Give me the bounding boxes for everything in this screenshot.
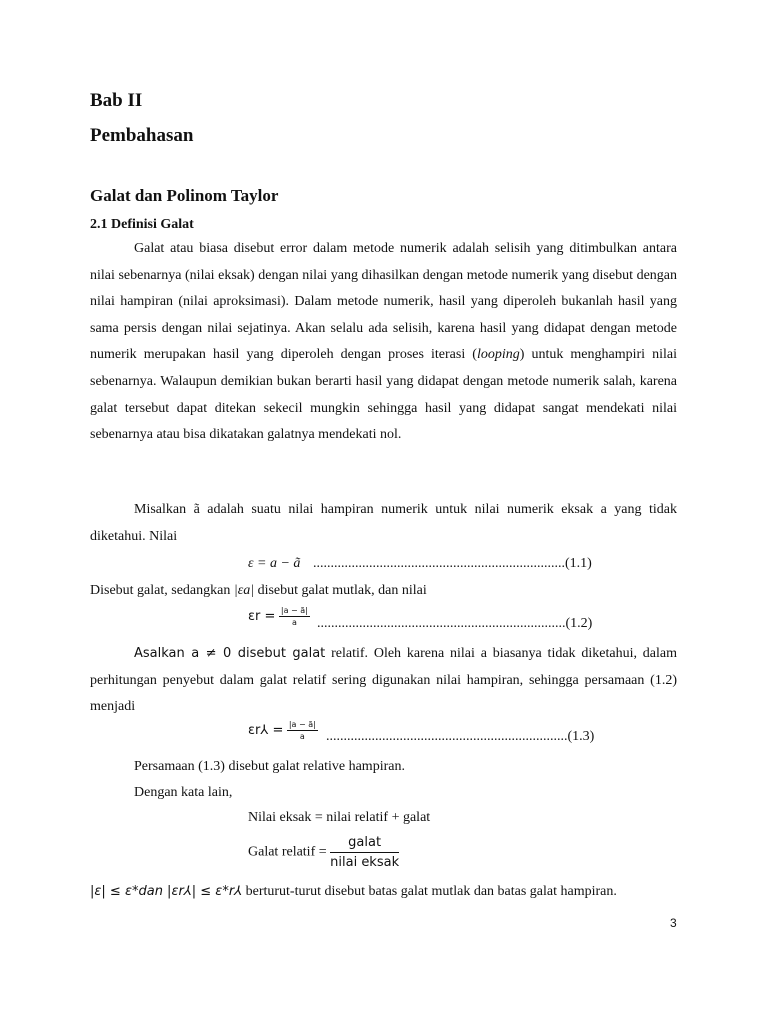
line-dengan-kata-lain: Dengan kata lain, xyxy=(134,785,233,800)
chapter-title: Pembahasan xyxy=(90,125,194,146)
eq2-number: (1.2) xyxy=(565,616,593,631)
eq1-dots: ........................................................................ xyxy=(313,556,565,571)
page-number: 3 xyxy=(670,916,677,930)
eq3-fraction xyxy=(287,720,318,741)
line-disebut-galat xyxy=(90,583,427,599)
line-nilai-eksak: Nilai eksak = nilai relatif + galat xyxy=(248,810,431,825)
eq3-number: (1.3) xyxy=(567,729,595,744)
eq2-fraction xyxy=(279,606,310,627)
galat-relatif-fraction xyxy=(330,835,399,870)
galat-relatif-denominator: nilai eksak xyxy=(330,855,400,870)
eq1-number: (1.1) xyxy=(565,556,592,571)
eq2-dots: ....................................................................... xyxy=(317,616,566,631)
eq3-leader xyxy=(326,729,594,745)
eq2-lhs: εr = xyxy=(248,609,276,624)
line-persamaan: Persamaan (1.3) disebut galat relative hampiran. xyxy=(134,759,405,774)
paragraph-definition-part2: ) untuk menghampiri nilai sebenarnya. Walaupun demikian bukan berarti hasil yang didapat dengan metode numerik salah, karena galat tersebut dapat ditekan sekecil mungkin sehingga hasil yang didapat sangat mendekati nilai sebenarnya atau bisa dikatakan galatnya mendekati nol. xyxy=(90,347,677,443)
paragraph-asalkan xyxy=(90,641,677,721)
chapter-label: Bab II xyxy=(90,90,143,111)
eq3-numerator: |a − ã| xyxy=(288,720,316,729)
eq3-lhs: εr⅄ = xyxy=(248,723,284,738)
equation-1-2 xyxy=(248,606,310,627)
disebut-text-b: disebut galat mutlak, dan nilai xyxy=(254,583,427,598)
eq1-leader xyxy=(313,556,592,572)
paragraph-misalkan-text: Misalkan ã adalah suatu nilai hampiran numerik untuk nilai numerik eksak a yang tidak diketahui. Nilai xyxy=(90,502,677,544)
eq3-denominator: a xyxy=(299,732,305,741)
batas-galat-text: berturut-turut disebut batas galat mutlak dan batas galat hampiran. xyxy=(242,884,617,899)
equation-1-1 xyxy=(248,556,300,572)
galat-relatif-label: Galat relatif = xyxy=(248,844,331,860)
eq1-expression: ε = a − ã xyxy=(248,556,301,571)
section-title: Galat dan Polinom Taylor xyxy=(90,186,279,205)
line-batas-galat xyxy=(90,884,617,900)
galat-relatif-formula xyxy=(248,835,399,870)
paragraph-misalkan xyxy=(90,497,677,550)
paragraph-definition-part1: Galat atau biasa disebut error dalam metode numerik adalah selisih yang ditimbulkan antara nilai sebenarnya (nilai eksak) dengan nilai yang dihasilkan dengan metode numerik yang disebut dengan nilai hampiran (nilai aproksimasi). Dalam metode numerik, hasil yang diperoleh bukanlah hasil yang sama persis dengan nilai sejatinya. Akan selalu ada selisih, karena hasil yang didapat dengan metode numerik merupakan hasil yang diperoleh dengan proses iterasi ( xyxy=(90,241,677,363)
asalkan-math: Asalkan a ≠ 0 disebut galat xyxy=(134,646,326,661)
paragraph-definition xyxy=(90,236,677,449)
disebut-text-a: Disebut galat, sedangkan xyxy=(90,583,234,598)
equation-1-3 xyxy=(248,720,318,741)
eq2-numerator: |a − ã| xyxy=(280,606,308,615)
galat-relatif-numerator: galat xyxy=(330,835,399,853)
eq2-denominator: a xyxy=(291,618,297,627)
eq3-dots: ..................................................................... xyxy=(326,729,568,744)
asalkan-text: relatif. Oleh karena nilai a biasanya tidak diketahui, dalam perhitungan penyebut dalam galat relatif sering digunakan nilai hampiran, sehingga persamaan (1.2) menjadi xyxy=(90,646,677,715)
disebut-math: |εa| xyxy=(233,583,255,598)
paragraph-definition-italic: looping xyxy=(476,347,520,363)
batas-galat-math: |ε| ≤ ε*dan |εr⅄| ≤ ε*r⅄ xyxy=(90,884,243,899)
subsection-title: 2.1 Definisi Galat xyxy=(90,217,194,232)
eq2-leader xyxy=(317,616,592,632)
